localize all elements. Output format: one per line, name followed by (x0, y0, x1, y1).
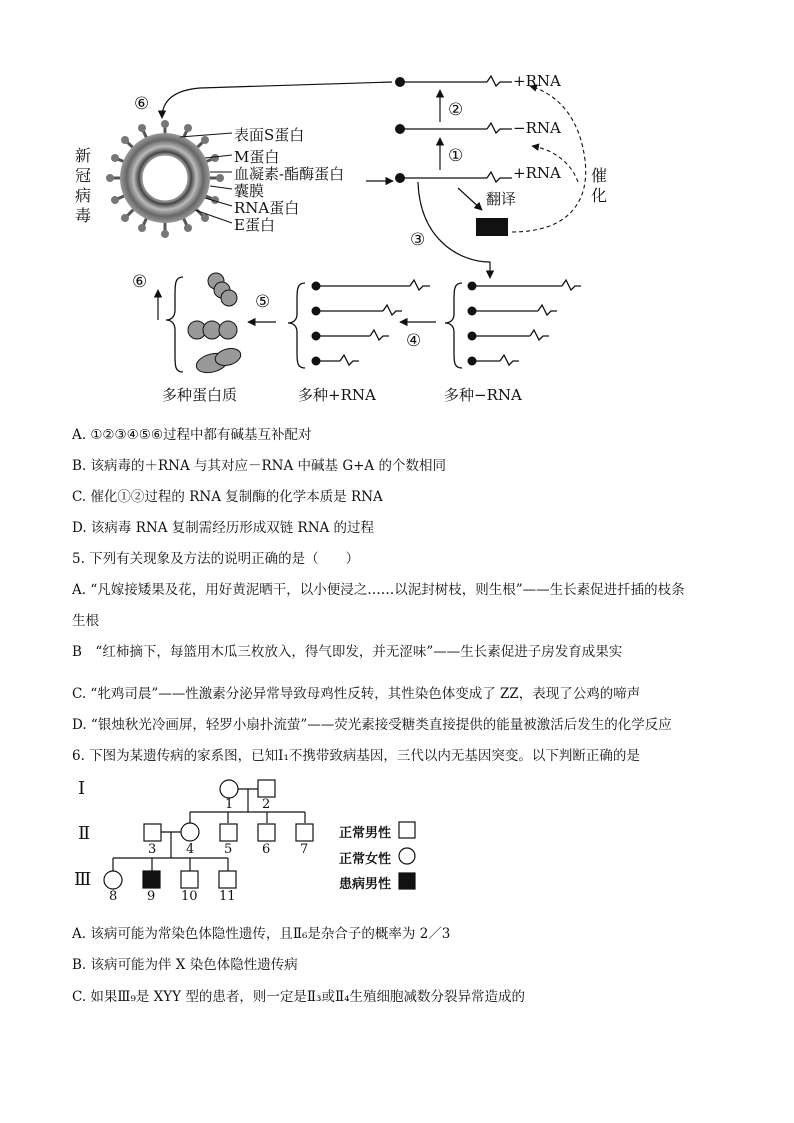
strand-plus-bottom: +RNA (513, 164, 561, 182)
virus-label: 新冠病毒 (74, 146, 91, 225)
step-4: ④ (406, 331, 422, 351)
q6-option-a: A. 该病可能为常染色体隐性遗传，且Ⅱ₆是杂合子的概率为 2／3 (72, 926, 451, 942)
group-plus-rna-label: 多种+RNA (298, 386, 376, 404)
step-2: ② (448, 100, 464, 120)
individual-3: 3 (148, 842, 157, 857)
translate-label: 翻译 (486, 190, 517, 208)
generation-label-2: Ⅱ (78, 823, 91, 844)
step-3: ③ (410, 230, 426, 250)
individual-7: 7 (300, 842, 309, 857)
q4-option-b: B. 该病毒的＋RNA 与其对应－RNA 中碱基 G+A 的个数相同 (72, 458, 446, 474)
group-proteins-label: 多种蛋白质 (162, 386, 238, 404)
step-6-left: ⑥ (132, 272, 148, 292)
q5-option-d: D. “银烛秋光冷画屏，轻罗小扇扑流萤”——荧光素接受糖类直接提供的能量被激活后发生的化学反应 (72, 717, 672, 733)
step-1: ① (448, 146, 464, 166)
catalyze-label: 催化 (590, 166, 607, 205)
individual-5: 5 (224, 842, 233, 857)
legend-normal-male: 正常男性 (339, 826, 392, 841)
q5-option-a-line1: A. “凡嫁接矮果及花，用好黄泥晒干，以小便浸之……以泥封树枝，则生根”——生长素促进扦插的枝条 (72, 582, 685, 598)
individual-10: 10 (181, 889, 198, 904)
q4-option-a: A. ①②③④⑤⑥过程中都有碱基互补配对 (72, 427, 312, 443)
strand-plus-top: +RNA (513, 72, 561, 90)
q4-option-d: D. 该病毒 RNA 复制需经历形成双链 RNA 的过程 (72, 520, 375, 536)
strand-minus: −RNA (513, 119, 561, 137)
individual-2: 2 (262, 797, 271, 812)
q6-option-b: B. 该病可能为伴 X 染色体隐性遗传病 (72, 957, 298, 973)
label-envelope: 囊膜 (234, 182, 265, 200)
legend-affected-male: 患病男性 (339, 877, 392, 892)
q4-option-c: C. 催化①②过程的 RNA 复制酶的化学本质是 RNA (72, 489, 383, 505)
generation-label-1: Ⅰ (78, 778, 86, 799)
label-rna-protein: RNA蛋白 (234, 199, 300, 217)
step-6-top: ⑥ (134, 94, 150, 114)
individual-11: 11 (219, 889, 236, 904)
q5-stem: 5. 下列有关现象及方法的说明正确的是（ ） (72, 551, 360, 567)
q6-stem: 6. 下图为某遗传病的家系图，已知Ⅰ₁不携带致病基因，三代以内无基因突变。以下判断正确的是 (72, 748, 640, 764)
individual-6: 6 (262, 842, 271, 857)
q6-option-c: C. 如果Ⅲ₉是 XYY 型的患者，则一定是Ⅱ₃或Ⅱ₄生殖细胞减数分裂异常造成的 (72, 989, 526, 1005)
group-minus-rna-label: 多种−RNA (444, 386, 522, 404)
label-s-protein: 表面S蛋白 (234, 126, 305, 144)
generation-label-3: Ⅲ (74, 869, 92, 890)
q5-option-c: C. “牝鸡司晨”——性激素分泌异常导致母鸡性反转，其性染色体变成了 ZZ，表现了公鸡的啼声 (72, 686, 641, 702)
label-e-protein: E蛋白 (234, 216, 275, 234)
step-5: ⑤ (255, 292, 271, 312)
individual-8: 8 (109, 889, 118, 904)
legend-normal-female: 正常女性 (339, 852, 392, 867)
q5-option-b: B “红柿摘下，每篮用木瓜三枚放入，得气即发，并无涩味”——生长素促进子房发育成果实 (72, 644, 623, 660)
label-he-protein: 血凝素-酯酶蛋白 (234, 165, 345, 183)
label-m-protein: M蛋白 (234, 148, 280, 166)
q5-option-a-line2: 生根 (72, 613, 99, 629)
individual-9: 9 (147, 889, 156, 904)
individual-4: 4 (186, 842, 195, 857)
individual-1: 1 (225, 797, 234, 812)
